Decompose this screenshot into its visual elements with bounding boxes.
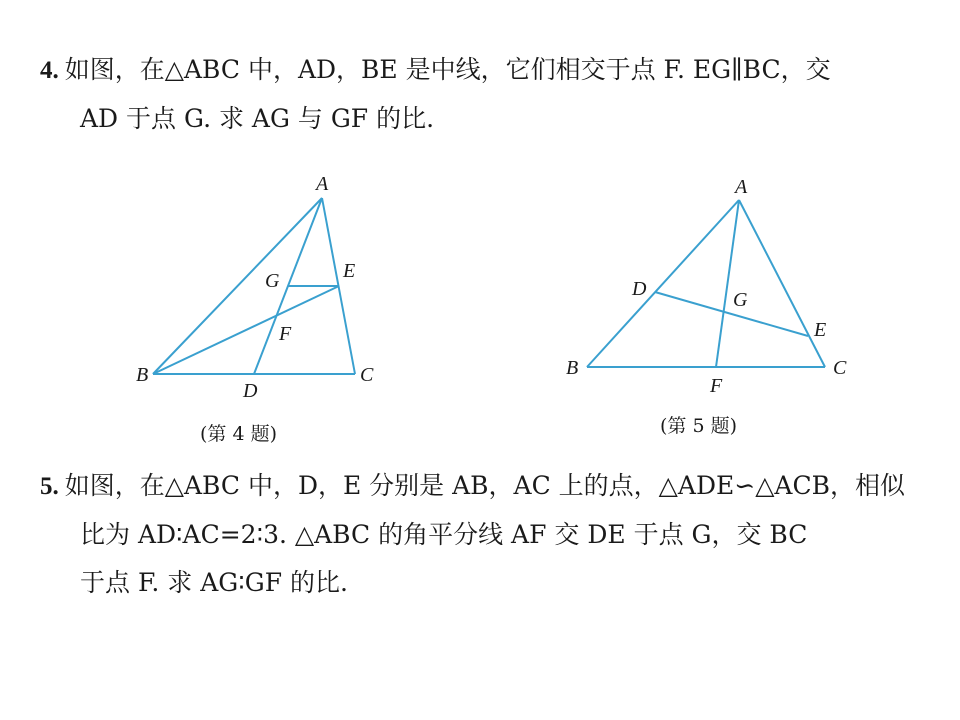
label-5-F: F (710, 375, 723, 397)
problem-5-text-1: 如图，在△ABC 中，D，E 分别是 AB，AC 上的点，△ADE∽△ACB，相似 (64, 471, 905, 500)
problem-5 (40, 462, 930, 607)
label-5-C: C (833, 357, 847, 379)
segment-AC (739, 200, 825, 367)
segment-AF (716, 200, 739, 367)
problem-4-number: 4. (40, 57, 59, 84)
segment-DE (655, 292, 808, 336)
segment-AB (587, 200, 739, 367)
problem-5-number: 5. (40, 473, 59, 500)
label-4-D: D (243, 380, 258, 402)
label-4-A: A (316, 173, 329, 195)
problem-5-line-2: 比为 AD∶AC=2∶3. △ABC 的角平分线 AF 交 DE 于点 G，交 BC (80, 520, 808, 549)
label-5-G: G (733, 289, 748, 311)
label-5-E: E (814, 319, 827, 341)
label-4-E: E (343, 260, 356, 282)
label-4-G: G (265, 270, 280, 292)
figure-4 (136, 173, 374, 445)
segment-BE (153, 286, 339, 374)
label-5-A: A (735, 176, 748, 198)
label-5-D: D (632, 278, 647, 300)
label-4-F: F (279, 323, 292, 345)
problem-4-text-1: 如图，在△ABC 中，AD，BE 是中线，它们相交于点 F. EG∥BC，交 (64, 55, 831, 84)
label-4-C: C (360, 364, 374, 386)
label-5-B: B (566, 357, 579, 379)
caption-4: (第 4 题) (200, 423, 277, 445)
problem-5-line-3: 于点 F. 求 AG∶GF 的比. (80, 568, 348, 597)
figure-5 (566, 176, 847, 437)
problem-4-line-2: AD 于点 G. 求 AG 与 GF 的比. (80, 104, 435, 133)
problem-5-line-1 (40, 462, 930, 511)
label-4-B: B (136, 364, 149, 386)
caption-5: (第 5 题) (660, 415, 737, 437)
